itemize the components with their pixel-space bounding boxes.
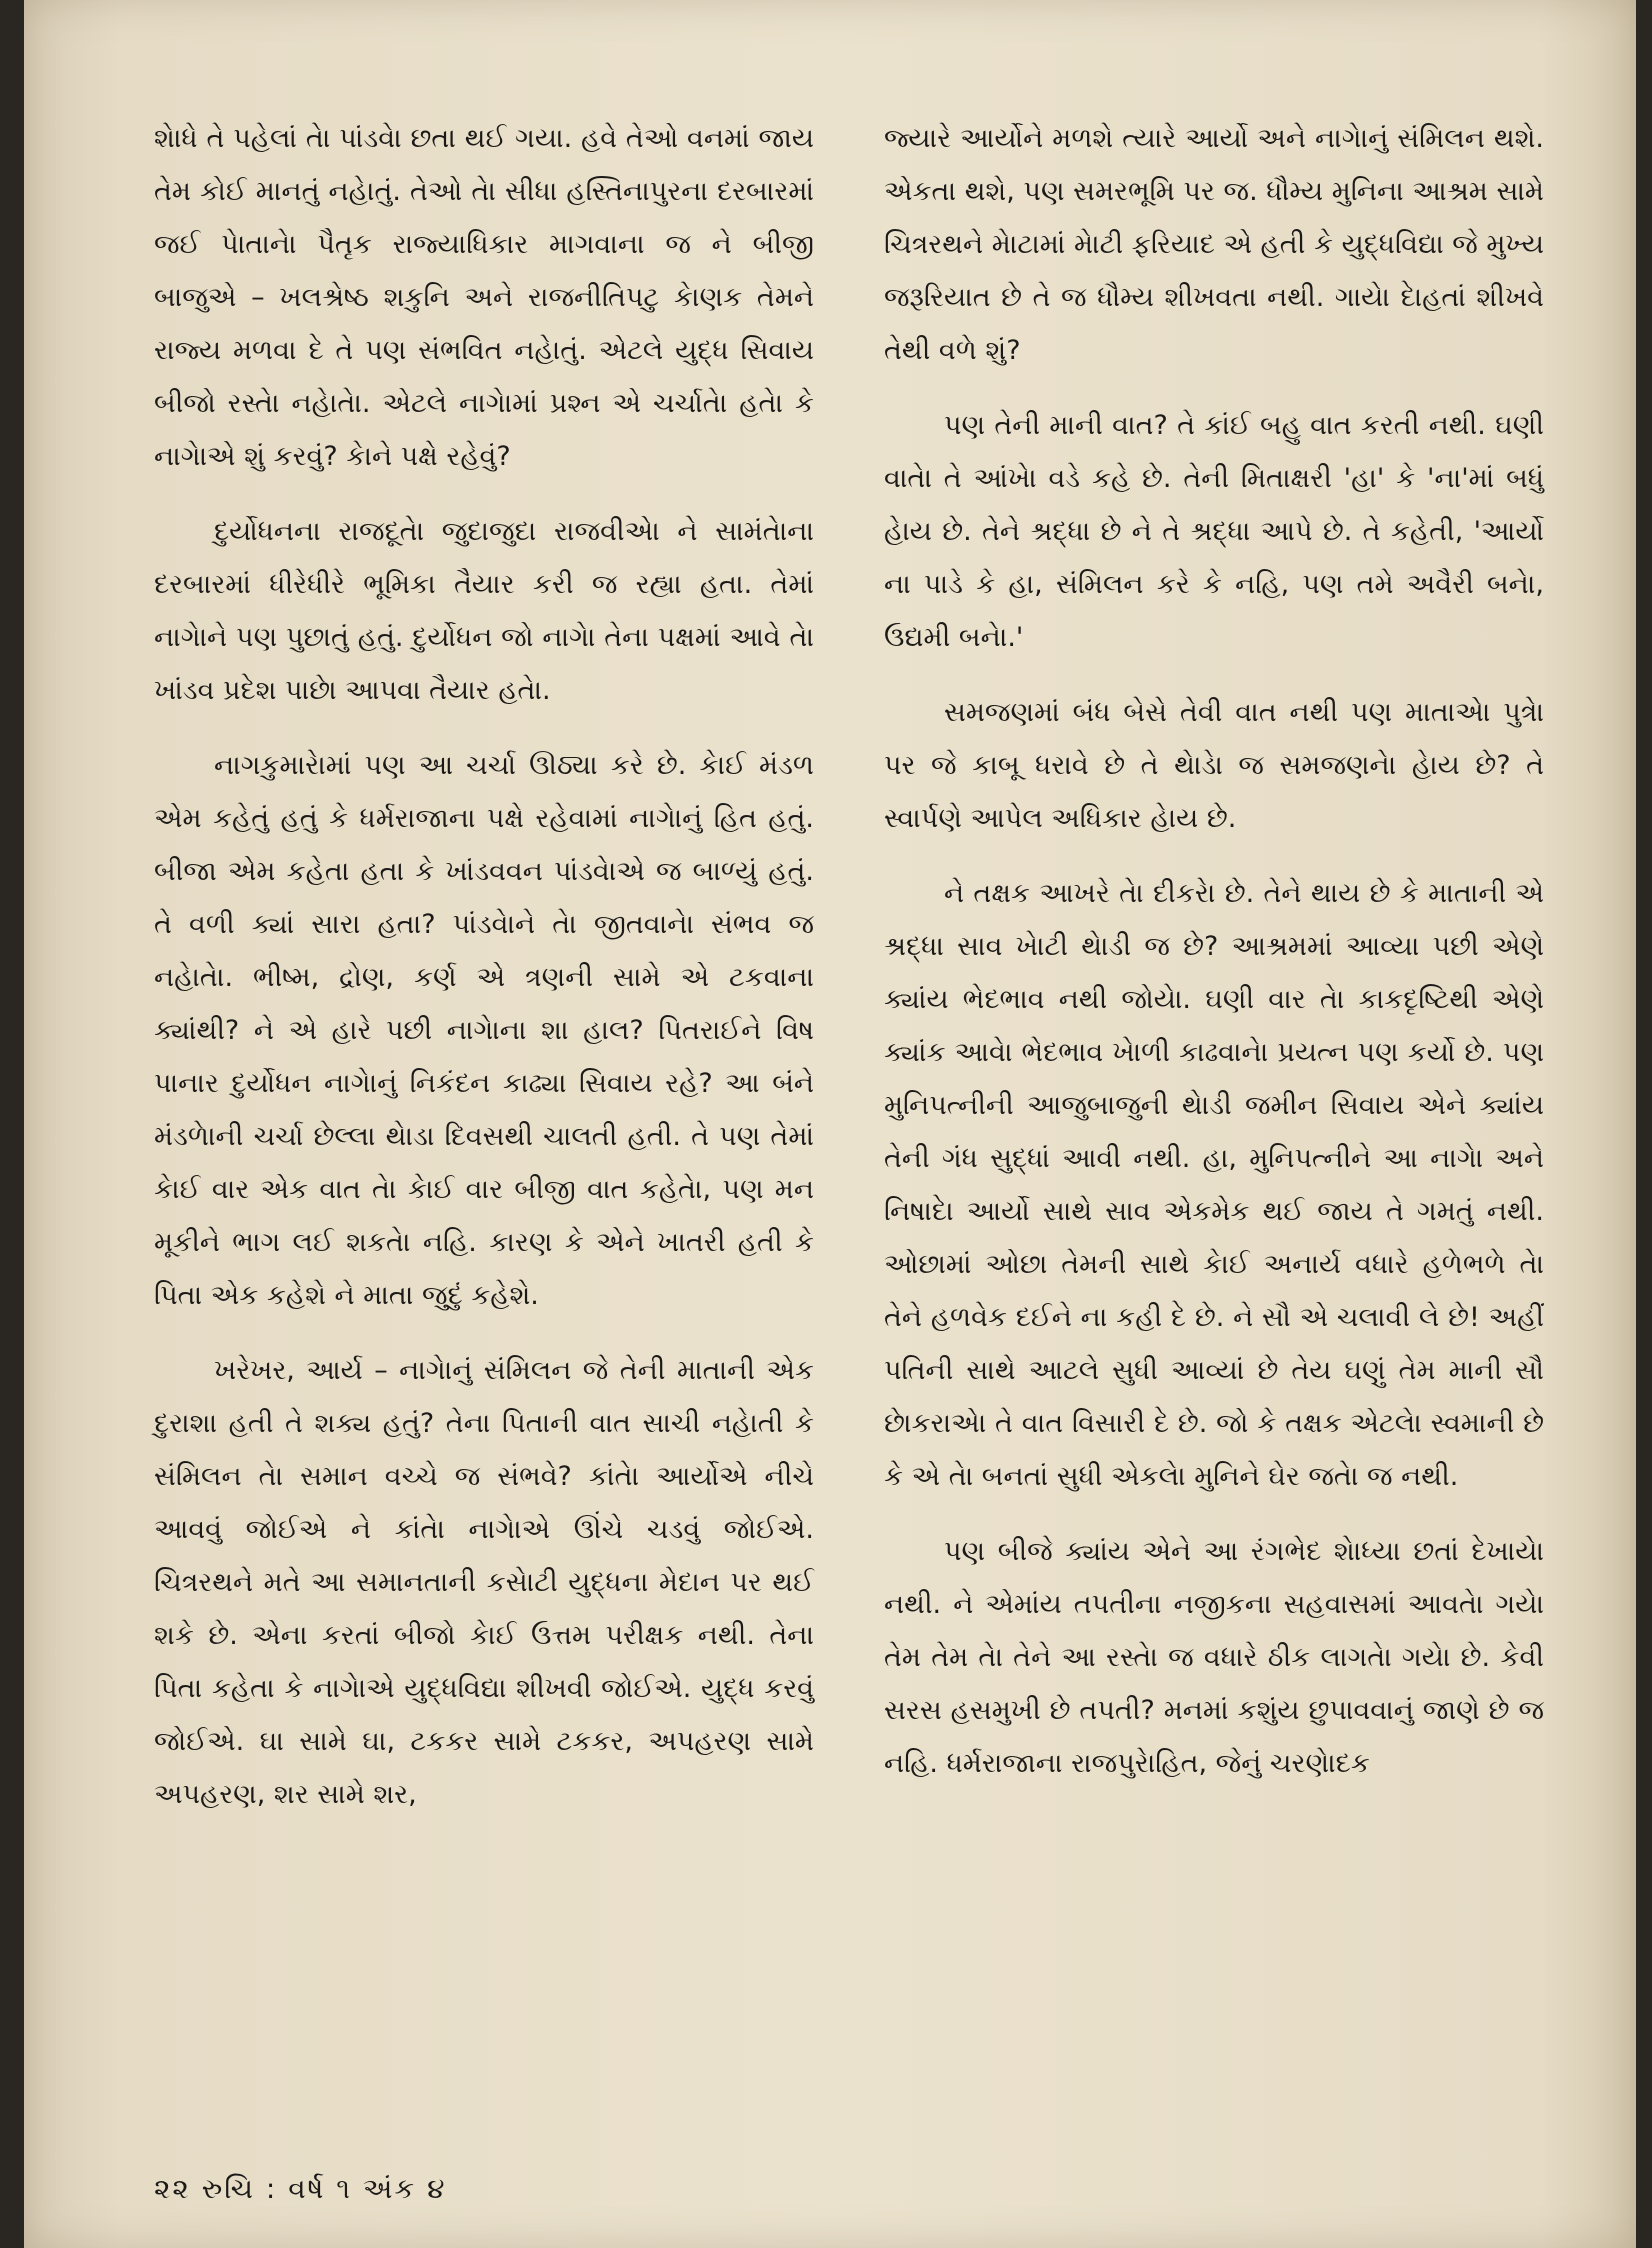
paragraph: શેાધે તે પહેલાં તેા પાંડવેા છતા થઈ ગયા. હવે તેઓ વનમાં જાય તેમ કોઈ માનતું નહેાતું. તેઓ તેા સીધા હસ્તિનાપુરના દરબારમાં જઈ પેાતાનેા પૈતૃક રાજ્યાધિકાર માગવાના જ ને બીજી બાજુએ – ખલશ્રેષ્ઠ શકુનિ અને રાજનીતિપટુ કેાણક તેમને રાજ્ય મળવા દે તે પણ સંભવિત નહેાતું. એટલે યુદ્ધ સિવાય બીજો રસ્તેા નહેાતેા. એટલે નાગેામાં પ્રશ્ન એ ચર્ચાતેા હતેા કે નાગેાએ શું કરવું? કેાને પક્ષે રહેવું? (154, 123, 814, 472)
paragraph: પણ તેની માની વાત? તે કાંઈ બહુ વાત કરતી નથી. ઘણી વાતેા તે આંખેા વડે કહે છે. તેની મિતાક્ષરી 'હા' કે 'ના'માં બધું હેાય છે. તેને શ્રદ્ધા છે ને તે શ્રદ્ધા આપે છે. તે કહેતી, 'આર્યો ના પાડે કે હા, સંમિલન કરે કે નહિ, પણ તમે અવૈરી બનેા, ઉદ્યમી બનેા.' (884, 410, 1544, 653)
paragraph: ખરેખર, આર્ય – નાગેાનું સંમિલન જે તેની માતાની એક દુરાશા હતી તે શક્ય હતું? તેના પિતાની વાત સાચી નહેાતી કે સંમિલન તેા સમાન વચ્ચે જ સંભવે? કાંતેા આર્યોએ નીચે આવવું જોઈએ ને કાંતેા નાગેાએ ઊંચે ચડવું જોઈએ. ચિત્રરથને મતે આ સમાનતાની કસેાટી યુદ્ધના મેદાન પર થઈ શકે છે. એના કરતાં બીજો કેાઈ ઉત્તમ પરીક્ષક નથી. તેના પિતા કહેતા કે નાગેાએ યુદ્ધવિદ્યા શીખવી જોઈએ. યુદ્ધ કરવું જોઈએ. ઘા સામે ઘા, ટકકર સામે ટકકર, અપહરણ સામે અપહરણ, શર સામે શર, (154, 1355, 814, 1810)
paragraph: સમજણમાં બંધ બેસે તેવી વાત નથી પણ માતાએા પુત્રેા પર જે કાબૂ ધરાવે છે તે થેાડેા જ સમજણનેા હેાય છે? તે સ્વાર્પણે આપેલ અધિકાર હેાય છે. (884, 697, 1544, 834)
paragraph: દુર્યોધનના રાજદૂતેા જુદાજુદા રાજવીએા ને સામંતેાના દરબારમાં ધીરેધીરે ભૂમિકા તૈયાર કરી જ રહ્યા હતા. તેમાં નાગેાને પણ પુછાતું હતું. દુર્યોધન જો નાગેા તેના પક્ષમાં આવે તેા ખાંડવ પ્રદેશ પાછેા આપવા તૈયાર હતેા. (154, 516, 814, 706)
paragraph: પણ બીજે ક્યાંય એને આ રંગભેદ શેાધ્યા છતાં દેખાયેા નથી. ને એમાંય તપતીના નજીકના સહવાસમાં આવતેા ગયેા તેમ તેમ તેા તેને આ રસ્તેા જ વધારે ઠીક લાગતેા ગયેા છે. કેવી સરસ હસમુખી છે તપતી? મનમાં કશુંય છુપાવવાનું જાણે છે જ નહિ. ધર્મરાજાના રાજપુરેાહિત, જેનું ચરણેાદક (884, 1536, 1544, 1779)
paragraph: જ્યારે આર્યોને મળશે ત્યારે આર્યો અને નાગેાનું સંમિલન થશે. એકતા થશે, પણ સમરભૂમિ પર જ. ધૌમ્ય મુનિના આશ્રમ સામે ચિત્રરથને મેાટામાં મેાટી ફરિયાદ એ હતી કે યુદ્ધવિદ્યા જે મુખ્ય જરૂરિયાત છે તે જ ધૌમ્ય શીખવતા નથી. ગાયેા દેાહતાં શીખવે તેથી વળે શું? (884, 123, 1544, 366)
left-column (154, 112, 814, 1821)
right-column (884, 112, 1544, 1790)
page-footer: ૨૨ રુચિ : વર્ષ ૧ અંક ૪ (154, 2172, 447, 2205)
paragraph: નાગકુમારેામાં પણ આ ચર્ચા ઊઠ્યા કરે છે. કેાઈ મંડળ એમ કહેતું હતું કે ધર્મરાજાના પક્ષે રહેવામાં નાગેાનું હિત હતું. બીજા એમ કહેતા હતા કે ખાંડવવન પાંડવેાએ જ બાળ્યું હતું. તે વળી ક્યાં સારા હતા? પાંડવેાને તેા જીતવાનેા સંભવ જ નહેાતેા. ભીષ્મ, દ્રોણ, કર્ણ એ ત્રણની સામે એ ટકવાના ક્યાંથી? ને એ હારે પછી નાગેાના શા હાલ? પિતરાઈને વિષ પાનાર દુર્યોધન નાગેાનું નિકંદન કાઢ્યા સિવાય રહે? આ બંને મંડળેાની ચર્ચા છેલ્લા થેાડા દિવસથી ચાલતી હતી. તે પણ તેમાં કેાઈ વાર એક વાત તેા કેાઈ વાર બીજી વાત કહેતેા, પણ મન મૂકીને ભાગ લઈ શકતેા નહિ. કારણ કે એને ખાતરી હતી કે પિતા એક કહેશે ને માતા જુદું કહેશે. (154, 750, 814, 1311)
magazine-page (24, 0, 1636, 2248)
paragraph: ને તક્ષક આખરે તેા દીકરેા છે. તેને થાય છે કે માતાની એ શ્રદ્ધા સાવ ખેાટી થેાડી જ છે? આશ્રમમાં આવ્યા પછી એણે ક્યાંય ભેદભાવ નથી જોયેા. ઘણી વાર તેા કાકદૃષ્ટિથી એણે ક્યાંક આવેા ભેદભાવ ખેાળી કાઢવાનેા પ્રયત્ન પણ કર્યો છે. પણ મુનિપત્નીની આજુબાજુની થેાડી જમીન સિવાય એને ક્યાંય તેની ગંધ સુદ્ધાં આવી નથી. હા, મુનિપત્નીને આ નાગેા અને નિષાદેા આર્યો સાથે સાવ એકમેક થઈ જાય તે ગમતું નથી. ઓછામાં ઓછા તેમની સાથે કેાઈ અનાર્ય વધારે હળેભળે તેા તેને હળવેક દઈને ના કહી દે છે. ને સૌ એ ચલાવી લે છે! અહીં પતિની સાથે આટલે સુધી આવ્યાં છે તેય ઘણું તેમ માની સૌ છેાકરાએા તે વાત વિસારી દે છે. જો કે તક્ષક એટલેા સ્વમાની છે કે એ તેા બનતાં સુધી એકલેા મુનિને ઘેર જતેા જ નથી. (884, 878, 1544, 1492)
